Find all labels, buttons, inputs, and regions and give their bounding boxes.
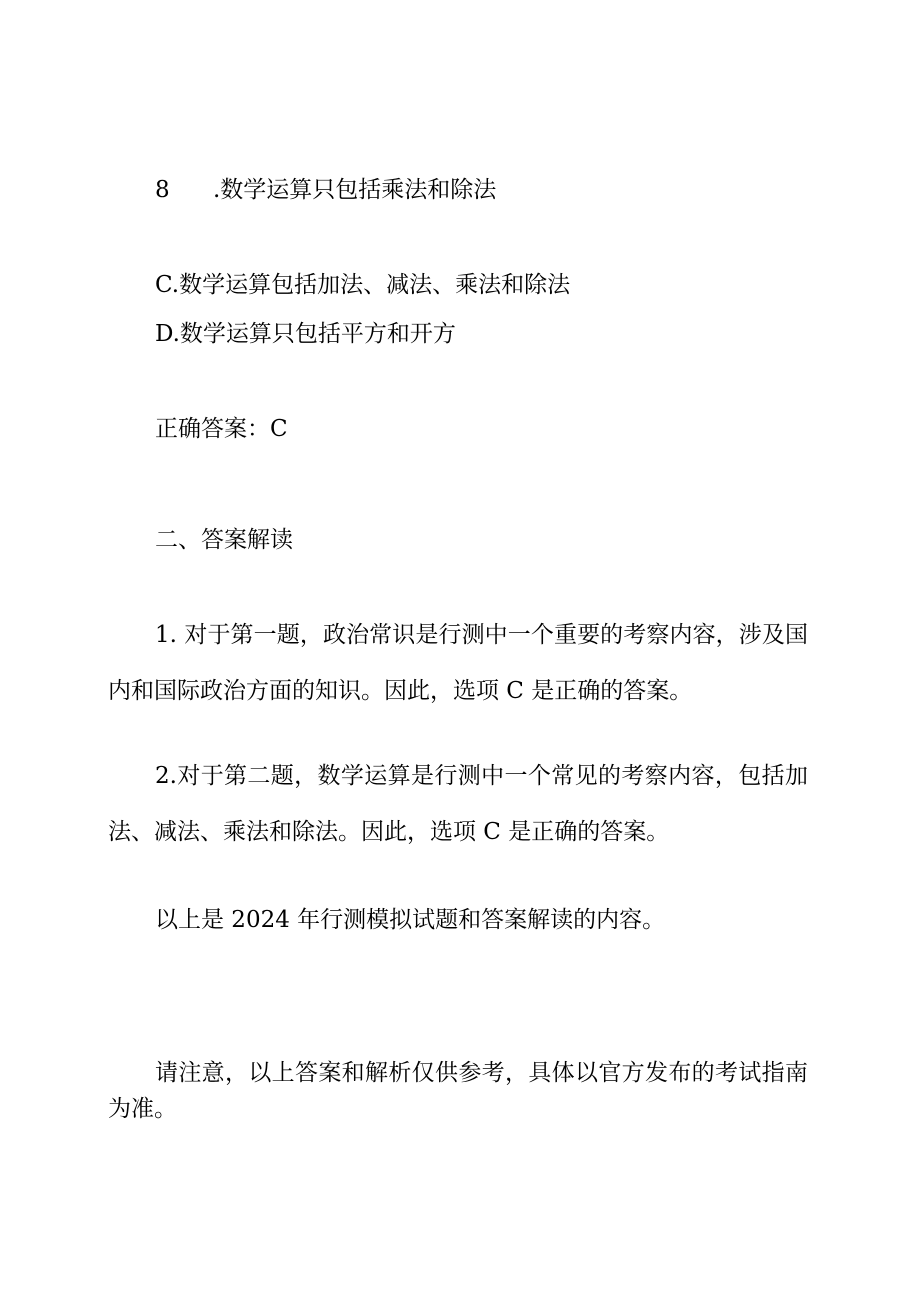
- summary: 以上是 2024 年行测模拟试题和答案解读的内容。: [155, 907, 666, 933]
- section-title: 二、答案解读: [155, 527, 293, 553]
- option-d: D.数学运算只包括平方和开方: [155, 321, 456, 347]
- option-b: [155, 174, 855, 207]
- option-c: C.数学运算包括加法、减法、乘法和除法: [155, 272, 571, 298]
- option-b-number: 8: [155, 177, 170, 203]
- explanation-2: 2.对于第二题，数学运算是行测中一个常见的考察内容，包括加法、减法、乘法和除法。因此，选项 C 是正确的答案。: [108, 763, 808, 845]
- correct-answer: 正确答案：C: [155, 416, 288, 442]
- option-b-text: .数学运算只包括乘法和除法: [213, 177, 497, 203]
- note: 请注意，以上答案和解析仅供参考，具体以官方发布的考试指南为准。: [108, 1060, 808, 1122]
- explanation-1: 1. 对于第一题，政治常识是行测中一个重要的考察内容，涉及国内和国际政治方面的知识。因此，选项 C 是正确的答案。: [108, 622, 808, 704]
